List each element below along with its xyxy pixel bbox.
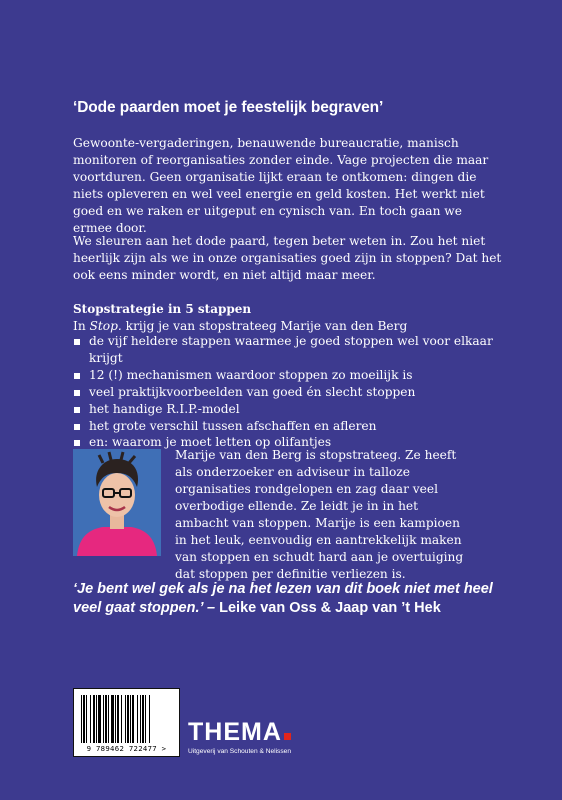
barcode-bar bbox=[140, 695, 141, 743]
bullet-square-icon bbox=[74, 390, 80, 396]
barcode-bar bbox=[90, 695, 91, 743]
list-item bbox=[73, 401, 513, 418]
barcode-bar bbox=[103, 695, 104, 743]
second-paragraph: We sleuren aan het dode paard, tegen beter weten in. Zou het niet heerlijk zijn als we in onze organisaties goed zijn in stoppen? Dat het ook eens minder wordt, en niet altijd maar meer. bbox=[73, 234, 502, 282]
steps-intro-prefix: In bbox=[73, 319, 90, 333]
bullet-square-icon bbox=[74, 407, 80, 413]
barcode-bar bbox=[127, 695, 129, 743]
barcode-bar bbox=[108, 695, 109, 743]
barcode-bar bbox=[96, 695, 97, 743]
barcode-bars bbox=[80, 695, 173, 743]
publisher-logo-text: THEMA bbox=[188, 718, 282, 746]
steps-intro-suffix: krijg je van stopstrateeg Marije van den Berg bbox=[121, 319, 408, 333]
barcode-bar bbox=[111, 695, 114, 743]
barcode-bar bbox=[115, 695, 116, 743]
barcode-bar bbox=[132, 695, 134, 743]
barcode-bar bbox=[130, 695, 131, 743]
headline: ‘Dode paarden moet je feestelijk begraven’ bbox=[73, 99, 384, 116]
isbn-number: 9 789462 722477 > bbox=[86, 744, 167, 753]
bullet-square-icon bbox=[74, 373, 80, 379]
logo-dot-icon bbox=[284, 733, 291, 740]
list-item-text: het handige R.I.P.-model bbox=[89, 401, 240, 416]
steps-title: Stopstrategie in 5 stappen bbox=[73, 302, 252, 316]
barcode-bar bbox=[93, 695, 95, 743]
barcode-bar bbox=[117, 695, 119, 743]
barcode-bar bbox=[125, 695, 126, 743]
endorsement-quote bbox=[73, 580, 513, 618]
bullet-square-icon bbox=[74, 440, 80, 446]
barcode-bar bbox=[83, 695, 85, 743]
barcode-bar bbox=[145, 695, 146, 743]
author-photo bbox=[73, 449, 161, 556]
barcode-bar bbox=[149, 695, 150, 743]
list-item bbox=[73, 367, 513, 384]
quote-text: ‘Je bent wel gek als je na het lezen van dit boek niet met heel veel gaat stoppen.’ bbox=[73, 581, 493, 616]
barcode-bar bbox=[137, 695, 138, 743]
barcode bbox=[73, 688, 180, 757]
list-item-text: en: waarom je moet letten op olifantjes bbox=[89, 435, 332, 450]
list-item-text: veel praktijkvoorbeelden van goed én slecht stoppen bbox=[89, 384, 416, 399]
list-item-text: 12 (!) mechanismen waardoor stoppen zo moeilijk is bbox=[89, 367, 413, 382]
barcode-bar bbox=[98, 695, 101, 743]
list-item-text: het grote verschil tussen afschaffen en afleren bbox=[89, 418, 377, 433]
list-item bbox=[73, 384, 513, 401]
list-item bbox=[73, 418, 513, 435]
barcode-bar bbox=[105, 695, 107, 743]
quote-separator: – bbox=[203, 600, 220, 616]
publisher-logo bbox=[188, 718, 291, 747]
intro-paragraph: Gewoonte-vergaderingen, benauwende bureaucratie, manisch monitoren of reorganisaties zonder einde. Vage projecten die maar voortduren. Geen organisatie lijkt eraan te ontkomen: dingen die niets opleveren en wel veel energie en geld kosten. Het werkt niet goed en we raken er uitgeput en cynisch van. En toch gaan we ermee door. bbox=[73, 136, 489, 235]
barcode-bar bbox=[81, 695, 82, 743]
author-portrait-illustration bbox=[73, 449, 161, 556]
barcode-bar bbox=[142, 695, 144, 743]
steps-list bbox=[73, 333, 513, 451]
book-title: Stop. bbox=[89, 319, 122, 333]
barcode-bar bbox=[121, 695, 122, 743]
list-item-text: de vijf heldere stappen waarmee je goed stoppen wel voor elkaar krijgt bbox=[89, 334, 493, 365]
author-bio: Marije van den Berg is stopstrateeg. Ze heeft als onderzoeker en adviseur in talloze organisaties rondgelopen en zag daar veel overbodige ellende. Ze leidt je in in het ambacht van stoppen. Marije is een kampioen in het leuk, eenvoudig en aantrekkelijk maken van stoppen en schudt hard aan je overtuiging dat stoppen per definitie verliezen is. bbox=[175, 448, 464, 581]
barcode-bar bbox=[86, 695, 87, 743]
quote-author: Leike van Oss & Jaap van ’t Hek bbox=[219, 600, 441, 616]
bullet-square-icon bbox=[74, 339, 80, 345]
publisher-name: Uitgeverij van Schouten & Nelissen bbox=[188, 748, 291, 755]
bullet-square-icon bbox=[74, 424, 80, 430]
list-item bbox=[73, 333, 513, 367]
